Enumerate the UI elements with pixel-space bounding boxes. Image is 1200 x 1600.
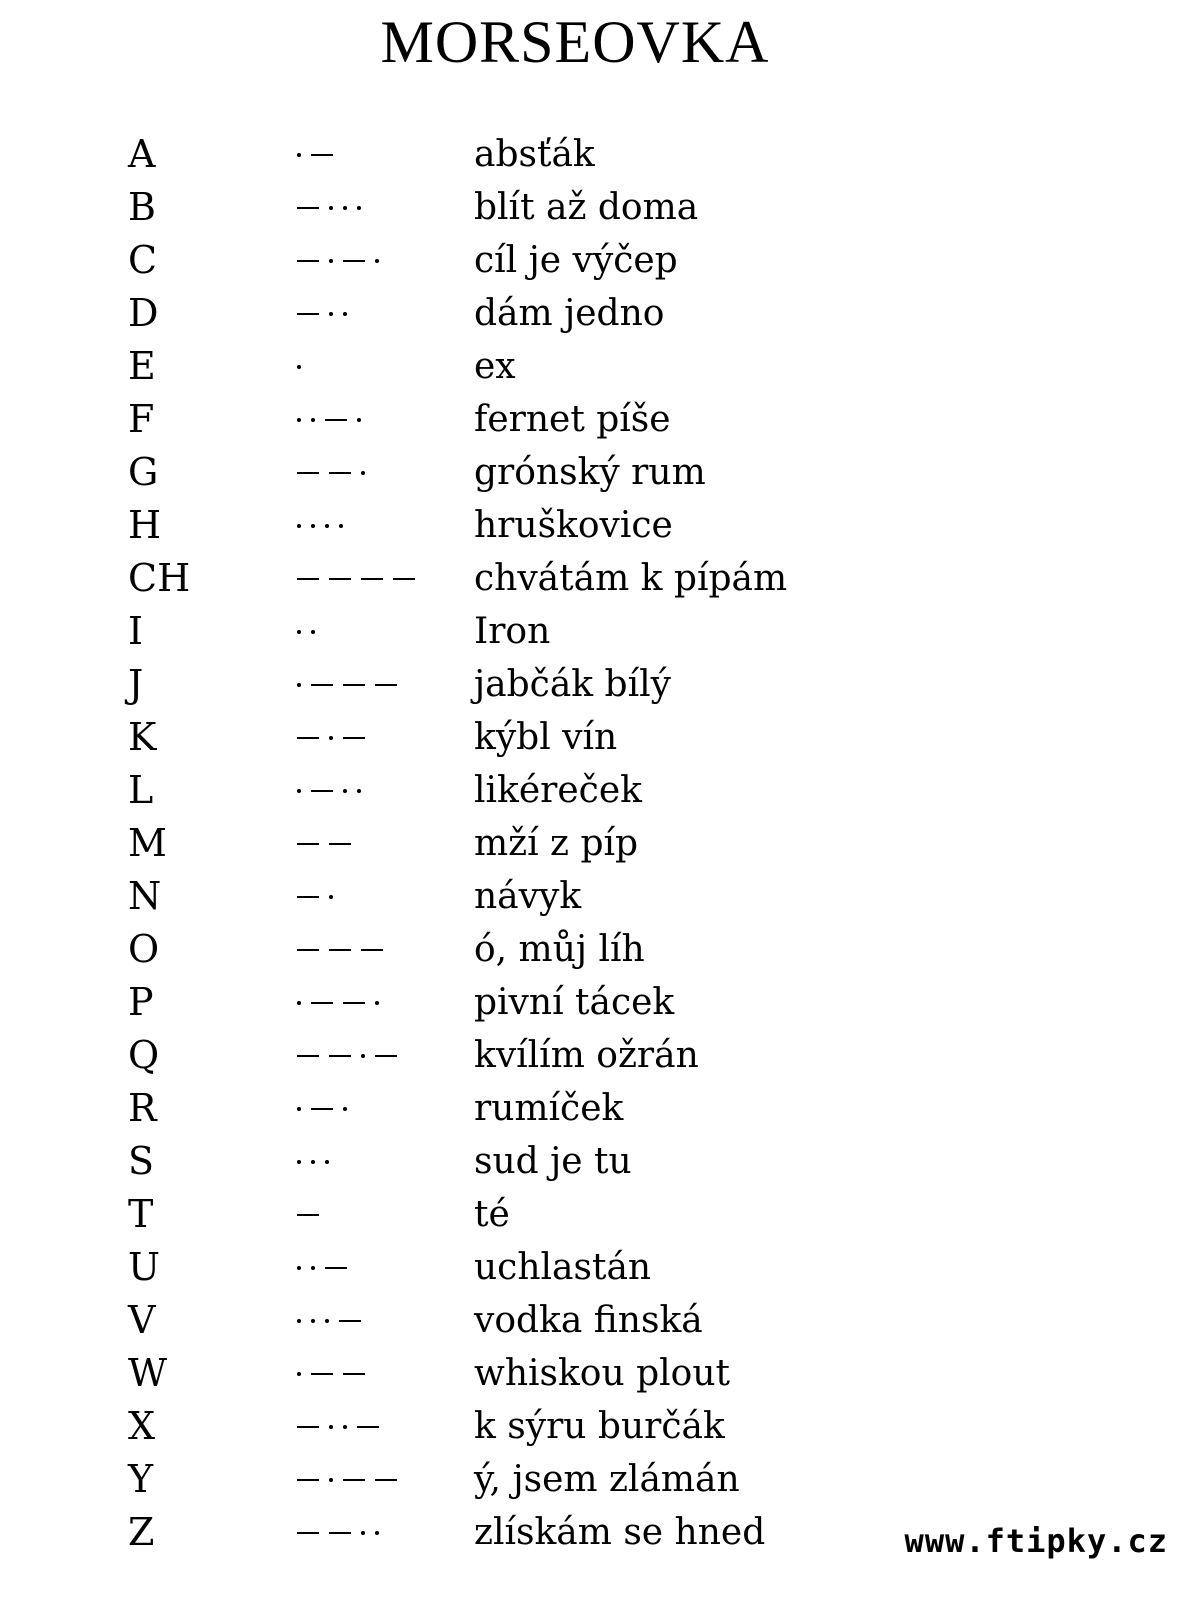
morse-letter: P bbox=[128, 980, 154, 1024]
morse-code bbox=[297, 764, 361, 817]
morse-code bbox=[297, 499, 343, 552]
morse-dot bbox=[325, 524, 329, 528]
morse-letter: U bbox=[128, 1245, 161, 1289]
morse-dot bbox=[361, 471, 365, 475]
morse-dot bbox=[343, 1425, 347, 1429]
morse-dot bbox=[297, 1160, 301, 1164]
morse-row bbox=[0, 711, 1200, 764]
morse-code bbox=[297, 1347, 365, 1400]
morse-dash bbox=[297, 1479, 319, 1481]
morse-dot bbox=[297, 789, 301, 793]
morse-mnemonic: zlískám se hned bbox=[474, 1512, 766, 1553]
morse-row bbox=[0, 658, 1200, 711]
morse-code bbox=[297, 1294, 361, 1347]
morse-dash bbox=[297, 260, 319, 262]
morse-code bbox=[297, 711, 365, 764]
morse-letter: Q bbox=[128, 1033, 160, 1077]
morse-dash bbox=[297, 1426, 319, 1428]
morse-row bbox=[0, 1347, 1200, 1400]
morse-row bbox=[0, 446, 1200, 499]
morse-row bbox=[0, 870, 1200, 923]
morse-code bbox=[297, 605, 315, 658]
morse-letter: V bbox=[128, 1298, 156, 1342]
morse-dot bbox=[311, 1266, 315, 1270]
website-watermark: www.ftipky.cz bbox=[904, 1522, 1168, 1560]
morse-dash bbox=[297, 1214, 319, 1216]
morse-letter: N bbox=[128, 874, 162, 918]
morse-dot bbox=[329, 736, 333, 740]
morse-dash bbox=[375, 1055, 397, 1057]
morse-dash bbox=[325, 1267, 347, 1269]
morse-code bbox=[297, 1506, 379, 1559]
morse-dash bbox=[297, 949, 319, 951]
morse-dash bbox=[357, 1426, 379, 1428]
morse-dot bbox=[343, 1107, 347, 1111]
morse-row bbox=[0, 499, 1200, 552]
morse-dash bbox=[343, 1479, 365, 1481]
morse-row bbox=[0, 287, 1200, 340]
morse-dot bbox=[375, 259, 379, 263]
morse-dot bbox=[311, 524, 315, 528]
morse-code bbox=[297, 1400, 379, 1453]
morse-dash bbox=[325, 419, 347, 421]
morse-dash bbox=[329, 472, 351, 474]
morse-code bbox=[297, 976, 379, 1029]
morse-code bbox=[297, 923, 383, 976]
morse-code bbox=[297, 393, 361, 446]
morse-dash bbox=[297, 843, 319, 845]
morse-dash bbox=[311, 684, 333, 686]
morse-code bbox=[297, 1135, 329, 1188]
morse-letter: K bbox=[128, 715, 157, 759]
morse-letter: W bbox=[128, 1351, 168, 1395]
morse-dot bbox=[297, 1107, 301, 1111]
morse-dot bbox=[311, 1160, 315, 1164]
morse-mnemonic: rumíček bbox=[474, 1088, 624, 1129]
morse-mnemonic: pivní tácek bbox=[474, 982, 675, 1023]
morse-dot bbox=[375, 1531, 379, 1535]
morse-dash bbox=[343, 260, 365, 262]
morse-dash bbox=[297, 1055, 319, 1057]
morse-dash bbox=[311, 1002, 333, 1004]
morse-code bbox=[297, 340, 301, 393]
morse-dash bbox=[393, 578, 415, 580]
morse-dot bbox=[375, 1001, 379, 1005]
morse-dash bbox=[311, 1373, 333, 1375]
morse-mnemonic: k sýru burčák bbox=[474, 1406, 725, 1447]
morse-row bbox=[0, 1082, 1200, 1135]
morse-code bbox=[297, 1029, 397, 1082]
morse-mnemonic: blít až doma bbox=[474, 187, 699, 228]
morse-mnemonic: absťák bbox=[474, 134, 595, 175]
morse-mnemonic: ý, jsem zlámán bbox=[474, 1459, 740, 1500]
morse-mnemonic: návyk bbox=[474, 876, 582, 917]
morse-row bbox=[0, 1135, 1200, 1188]
morse-dash bbox=[297, 472, 319, 474]
morse-dot bbox=[329, 895, 333, 899]
morse-dash bbox=[311, 154, 333, 156]
page-title: MORSEOVKA bbox=[380, 9, 770, 75]
morse-mnemonic: grónský rum bbox=[474, 452, 706, 493]
morse-letter: H bbox=[128, 503, 162, 547]
morse-dot bbox=[297, 365, 301, 369]
morse-mnemonic: kýbl vín bbox=[474, 717, 618, 758]
morse-dash bbox=[343, 1002, 365, 1004]
morse-row bbox=[0, 764, 1200, 817]
morse-dot bbox=[329, 1425, 333, 1429]
morse-mnemonic: likéreček bbox=[474, 770, 642, 811]
morse-table bbox=[0, 128, 1200, 1559]
morse-letter: Z bbox=[128, 1510, 155, 1554]
morse-mnemonic: kvílím ožrán bbox=[474, 1035, 699, 1076]
morse-dot bbox=[297, 1372, 301, 1376]
morse-code bbox=[297, 1453, 397, 1506]
morse-letter: S bbox=[128, 1139, 155, 1183]
morse-dot bbox=[297, 630, 301, 634]
morse-dash bbox=[297, 313, 319, 315]
morse-dot bbox=[297, 418, 301, 422]
morse-mnemonic: cíl je výčep bbox=[474, 240, 678, 281]
morse-dash bbox=[329, 949, 351, 951]
morse-dot bbox=[297, 1319, 301, 1323]
morse-code bbox=[297, 287, 347, 340]
morse-code bbox=[297, 128, 333, 181]
morse-row bbox=[0, 234, 1200, 287]
morse-row bbox=[0, 181, 1200, 234]
morse-letter: X bbox=[128, 1404, 156, 1448]
morse-dash bbox=[311, 1108, 333, 1110]
morse-dot bbox=[339, 524, 343, 528]
morse-letter: A bbox=[128, 132, 156, 176]
morse-dash bbox=[311, 790, 333, 792]
morse-dash bbox=[297, 207, 319, 209]
morse-row bbox=[0, 1400, 1200, 1453]
morse-letter: B bbox=[128, 185, 156, 229]
morse-mnemonic: jabčák bílý bbox=[474, 664, 671, 705]
morse-row bbox=[0, 393, 1200, 446]
morse-code bbox=[297, 1241, 347, 1294]
morse-row bbox=[0, 605, 1200, 658]
morse-code bbox=[297, 234, 379, 287]
morse-dot bbox=[325, 1160, 329, 1164]
morse-dash bbox=[343, 737, 365, 739]
morse-dot bbox=[329, 206, 333, 210]
morse-letter: D bbox=[128, 291, 159, 335]
morse-mnemonic: fernet píše bbox=[474, 399, 671, 440]
morse-dot bbox=[329, 1478, 333, 1482]
morse-mnemonic: vodka finská bbox=[474, 1300, 703, 1341]
morse-dash bbox=[375, 684, 397, 686]
morse-dot bbox=[357, 418, 361, 422]
morse-mnemonic: té bbox=[474, 1194, 510, 1235]
morse-letter: C bbox=[128, 238, 158, 282]
morse-letter: L bbox=[128, 768, 154, 812]
morse-dash bbox=[343, 1373, 365, 1375]
morse-row bbox=[0, 817, 1200, 870]
morse-row bbox=[0, 1029, 1200, 1082]
morse-mnemonic: dám jedno bbox=[474, 293, 665, 334]
morse-mnemonic: sud je tu bbox=[474, 1141, 632, 1182]
morse-code bbox=[297, 870, 333, 923]
morse-letter: T bbox=[128, 1192, 154, 1236]
morse-row bbox=[0, 1294, 1200, 1347]
morse-letter: E bbox=[128, 344, 156, 388]
morse-code bbox=[297, 1082, 347, 1135]
morse-row bbox=[0, 1453, 1200, 1506]
morse-dot bbox=[357, 206, 361, 210]
morse-code bbox=[297, 181, 361, 234]
morse-dot bbox=[297, 683, 301, 687]
morse-code bbox=[297, 552, 415, 605]
morse-dash bbox=[343, 684, 365, 686]
morse-dot bbox=[343, 312, 347, 316]
morse-mnemonic: whiskou plout bbox=[474, 1353, 730, 1394]
morse-mnemonic: ó, můj líh bbox=[474, 929, 645, 970]
morse-dash bbox=[297, 896, 319, 898]
morse-dash bbox=[329, 1532, 351, 1534]
morse-row bbox=[0, 128, 1200, 181]
morse-dash bbox=[329, 843, 351, 845]
morse-letter: M bbox=[128, 821, 167, 865]
morse-row bbox=[0, 1241, 1200, 1294]
morse-dash bbox=[297, 737, 319, 739]
morse-dot bbox=[343, 206, 347, 210]
morse-dot bbox=[297, 1001, 301, 1005]
morse-dot bbox=[325, 1319, 329, 1323]
morse-dot bbox=[311, 1319, 315, 1323]
morse-row bbox=[0, 552, 1200, 605]
morse-dot bbox=[329, 259, 333, 263]
morse-letter: CH bbox=[128, 556, 191, 600]
morse-dot bbox=[361, 1054, 365, 1058]
morse-code bbox=[297, 1188, 319, 1241]
morse-dot bbox=[297, 153, 301, 157]
morse-letter: I bbox=[128, 609, 144, 653]
morse-code bbox=[297, 658, 397, 711]
morse-dot bbox=[343, 789, 347, 793]
morse-letter: G bbox=[128, 450, 159, 494]
morse-mnemonic: mží z píp bbox=[474, 823, 639, 864]
morse-letter: J bbox=[128, 662, 144, 706]
morse-dash bbox=[329, 578, 351, 580]
morse-row bbox=[0, 1188, 1200, 1241]
morse-letter: F bbox=[128, 397, 155, 441]
morse-letter: Y bbox=[128, 1457, 154, 1501]
morse-dot bbox=[361, 1531, 365, 1535]
morse-dash bbox=[297, 1532, 319, 1534]
morse-code bbox=[297, 446, 365, 499]
morse-dot bbox=[357, 789, 361, 793]
morse-code bbox=[297, 817, 351, 870]
morse-dash bbox=[361, 578, 383, 580]
morse-dot bbox=[329, 312, 333, 316]
morse-letter: O bbox=[128, 927, 160, 971]
morse-dot bbox=[311, 630, 315, 634]
morse-row bbox=[0, 976, 1200, 1029]
morse-mnemonic: hruškovice bbox=[474, 505, 673, 546]
morse-row bbox=[0, 923, 1200, 976]
morse-dash bbox=[375, 1479, 397, 1481]
morse-dash bbox=[339, 1320, 361, 1322]
morse-dash bbox=[297, 578, 319, 580]
morse-row bbox=[0, 340, 1200, 393]
morse-dot bbox=[297, 524, 301, 528]
morse-dot bbox=[297, 1266, 301, 1270]
morse-letter: R bbox=[128, 1086, 157, 1130]
morse-mnemonic: ex bbox=[474, 346, 516, 387]
morse-mnemonic: chvátám k pípám bbox=[474, 558, 788, 599]
morse-dash bbox=[361, 949, 383, 951]
morse-mnemonic: Iron bbox=[474, 611, 551, 652]
morse-dot bbox=[311, 418, 315, 422]
morse-mnemonic: uchlastán bbox=[474, 1247, 652, 1288]
morse-dash bbox=[329, 1055, 351, 1057]
